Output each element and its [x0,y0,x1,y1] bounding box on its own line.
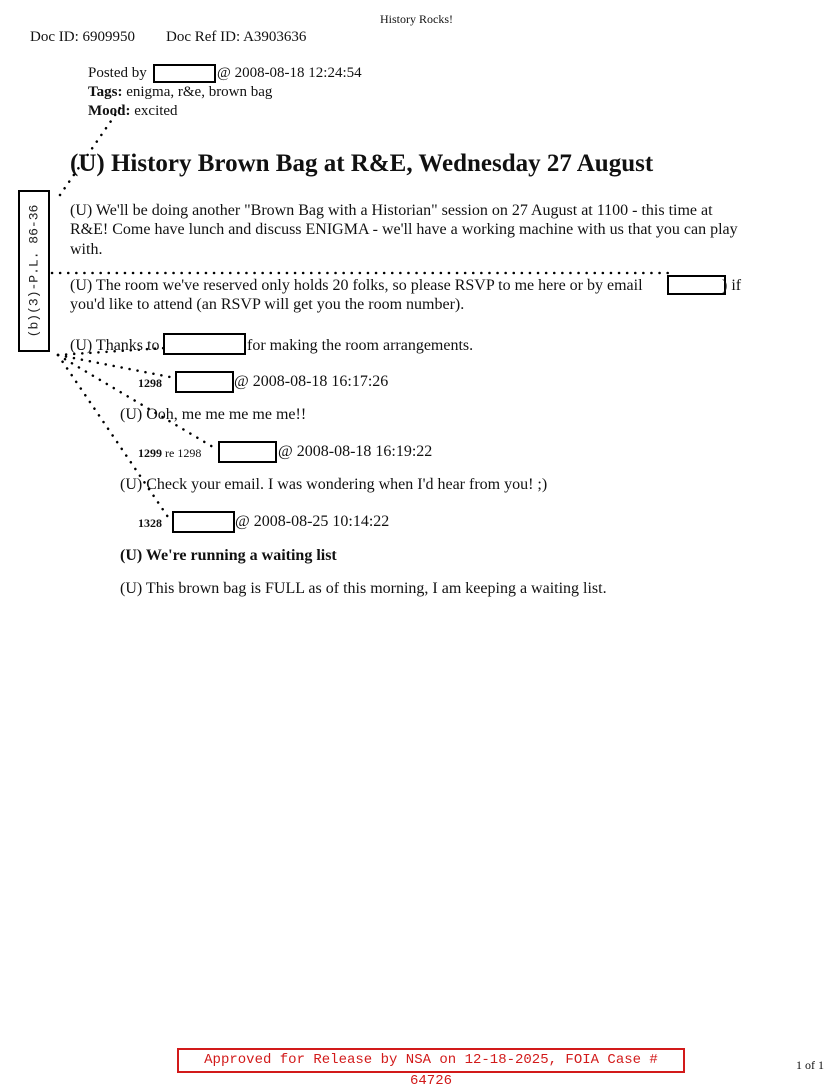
paragraph-1-line-1: (U) We'll be doing another "Brown Bag with a Historian" session on 27 August at 1100 - this time at [70,202,713,219]
comment-text: (U) Check your email. I was wondering when I'd hear from you! ;) [120,476,548,493]
redaction-box [175,371,234,393]
mood-line [88,103,178,120]
redaction-box [163,333,246,355]
mood-label: Mood: [88,103,131,119]
site-title: History Rocks! [380,12,453,26]
exemption-stamp [18,190,50,352]
posted-by-label: Posted by [88,65,147,81]
comment-id: 1299 [138,446,162,460]
comment-timestamp: @ 2008-08-25 10:14:22 [235,513,390,530]
redaction-box [172,511,235,533]
comment-id: 1298 [138,376,162,390]
paragraph-2-line-2: you'd like to attend (an RSVP will get you the room number). [70,296,465,313]
comment-reply-to: re 1298 [165,446,202,460]
tags-value: enigma, r&e, brown bag [126,84,273,100]
comment-id: 1328 [138,516,162,530]
comment-title: (U) We're running a waiting list [120,547,337,564]
comment-text: (U) Ooh, me me me me me!! [120,406,307,423]
comment-timestamp: @ 2008-08-18 16:19:22 [278,443,433,460]
comment-header [138,446,201,461]
release-stamp: Approved for Release by NSA on 12-18-2025, FOIA Case # 64726 [177,1048,685,1073]
comment-text: (U) This brown bag is FULL as of this morning, I am keeping a waiting list. [120,580,607,597]
paragraph-2-line-1: (U) The room we've reserved only holds 20 folks, so please RSVP to me here or by email [70,277,643,294]
paragraph-3-end: for making the room arrangements. [247,337,474,354]
comment-timestamp: @ 2008-08-18 16:17:26 [234,373,389,390]
paragraph-2-line-1-end: ) if [722,277,742,294]
exemption-text: (b)(3)-P.L. 86-36 [26,204,42,338]
doc-ref-id: Doc Ref ID: A3903636 [166,29,307,45]
posted-at: @ 2008-08-18 12:24:54 [217,65,362,81]
tags-line [88,84,272,101]
redaction-box [218,441,277,463]
redaction-box [667,275,726,295]
tags-label: Tags: [88,84,123,100]
paragraph-3-start: (U) Thanks to [70,337,160,354]
mood-value: excited [134,103,178,119]
paragraph-1-line-3: with. [70,241,103,258]
page-number: 1 of 1 [796,1058,824,1072]
paragraph-1-line-2: R&E! Come have lunch and discuss ENIGMA - we'll have a working machine with us that you can play [70,221,738,238]
doc-id: Doc ID: 6909950 [30,29,135,45]
post-title: (U) History Brown Bag at R&E, Wednesday 27 August [70,150,654,177]
redaction-box [153,64,216,83]
